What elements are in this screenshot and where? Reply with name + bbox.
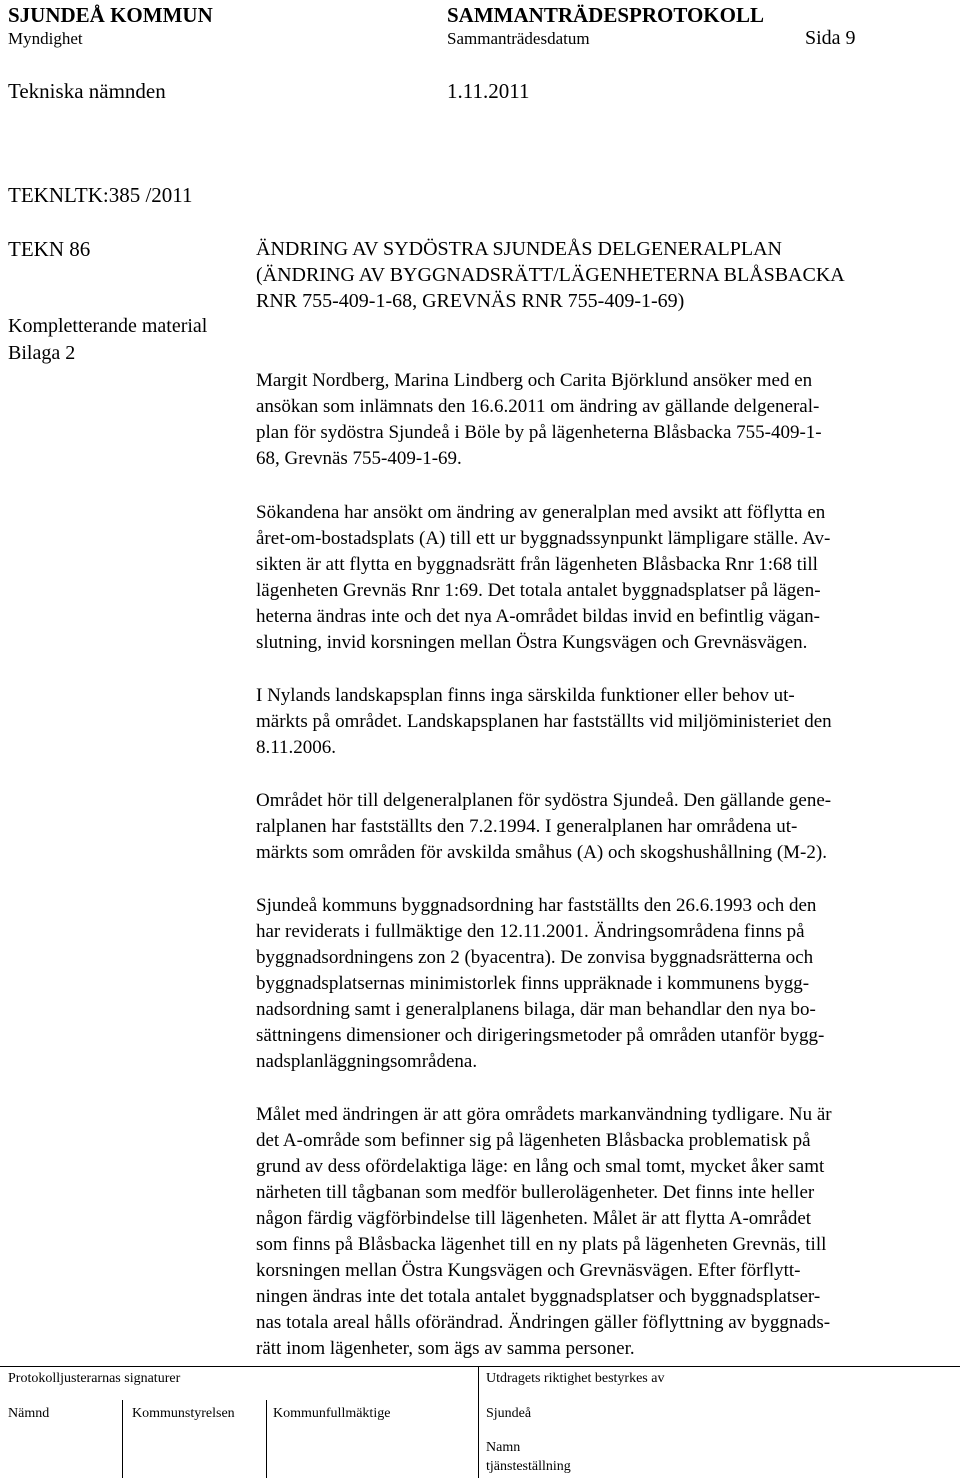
text-line: Margit Nordberg, Marina Lindberg och Carita Björklund ansöker med en bbox=[256, 370, 813, 391]
position-label: tjänsteställning bbox=[486, 1459, 571, 1474]
text-line: korsningen mellan Östra Kungsvägen och Grevnäsvägen. Efter förflytt- bbox=[256, 1260, 801, 1281]
text-line: lägenheten Grevnäs Rnr 1:69. Det totala antalet byggnadsplatser på lägen- bbox=[256, 580, 821, 601]
text-line: slutning, invid korsningen mellan Östra Kungsvägen och Grevnäsvägen. bbox=[256, 632, 808, 653]
paragraph-building-ordinance bbox=[256, 893, 944, 1075]
text-line: nadsplanläggningsområdena. bbox=[256, 1051, 478, 1072]
paragraph-application bbox=[256, 368, 944, 472]
text-line: I Nylands landskapsplan finns inga särskilda funktioner eller behov ut- bbox=[256, 685, 795, 706]
text-line: 8.11.2006. bbox=[256, 737, 337, 758]
signatures-label: Protokolljusterarnas signaturer bbox=[8, 1371, 181, 1386]
text-line: märkts som områden för avskilda småhus (A) och skogshushållning (M-2). bbox=[256, 842, 827, 863]
text-line: byggnadsplatsernas minimistorlek finns uppräknade i kommunens bygg- bbox=[256, 973, 810, 994]
case-reference: TEKNLTK:385 /2011 bbox=[8, 183, 193, 207]
committee-column: Nämnd bbox=[8, 1406, 50, 1421]
text-line: närheten till tågbanan som medför bullerolägenheter. Det finns inte heller bbox=[256, 1182, 815, 1203]
name-label: Namn bbox=[486, 1440, 521, 1455]
certification-label: Utdragets riktighet bestyrkes av bbox=[486, 1371, 665, 1386]
meeting-date: 1.11.2011 bbox=[447, 79, 530, 103]
paragraph-regional-plan bbox=[256, 683, 944, 761]
text-line: Målet med ändringen är att göra områdets markanvändning tydligare. Nu är bbox=[256, 1104, 832, 1125]
text-line: nas totala areal hålls oförändrad. Ändringen gäller föflyttning av byggnads- bbox=[256, 1312, 831, 1333]
paragraph-purpose bbox=[256, 500, 944, 656]
supplement-note: Kompletterande material bbox=[8, 315, 208, 337]
text-line: sikten är att flytta en byggnadsrätt från lägenheten Blåsbacka Rnr 1:68 till bbox=[256, 554, 818, 575]
text-line: sättningens dimensioner och dirigeringsmetoder på områden utanför bygg- bbox=[256, 1025, 825, 1046]
text-line: ansökan som inlämnats den 16.6.2011 om ändring av gällande delgeneral- bbox=[256, 396, 820, 417]
text-line: heterna ändras inte och det nya A-området bildas invid en befintlig vägan- bbox=[256, 606, 821, 627]
text-line: märkts på området. Landskapsplanen har fastställts vid miljöministeriet den bbox=[256, 711, 832, 732]
attachment-note: Bilaga 2 bbox=[8, 342, 76, 364]
authority-name: Tekniska nämnden bbox=[8, 79, 166, 103]
text-line: plan för sydöstra Sjundeå i Böle by på lägenheterna Blåsbacka 755-409-1- bbox=[256, 422, 822, 443]
text-line: rätt inom lägenheter, som ägs av samma personer. bbox=[256, 1338, 635, 1359]
text-line: Sökandena har ansökt om ändring av generalplan med avsikt att föflytta en bbox=[256, 502, 826, 523]
text-line: ningen ändras inte det totala antalet byggnadsplatser och byggnadsplatser- bbox=[256, 1286, 821, 1307]
text-line: som finns på Blåsbacka lägenhet till en ny plats på lägenheten Grevnäs, till bbox=[256, 1234, 827, 1255]
text-line: nadsordning samt i generalplanens bilaga, där man behandlar den nya bo- bbox=[256, 999, 816, 1020]
text-line: har reviderats i fullmäktige den 12.11.2001. Ändringsområdena finns på bbox=[256, 921, 805, 942]
footer-divider bbox=[122, 1400, 123, 1478]
text-line: byggnadsordningens zon 2 (byacentra). De zonvisa byggnadsrätterna och bbox=[256, 947, 814, 968]
text-line: ralplanen har fastställts den 7.2.1994. I generalplanen har områdena ut- bbox=[256, 816, 798, 837]
text-line: Området hör till delgeneralplanen för sydöstra Sjundeå. Den gällande gene- bbox=[256, 790, 832, 811]
council-column: Kommunfullmäktige bbox=[273, 1406, 391, 1421]
paragraph-goal bbox=[256, 1102, 944, 1362]
board-column: Kommunstyrelsen bbox=[132, 1406, 235, 1421]
title-line: ÄNDRING AV SYDÖSTRA SJUNDEÅS DELGENERALPLAN bbox=[256, 238, 782, 260]
municipality-name: SJUNDEÅ KOMMUN bbox=[8, 3, 213, 27]
text-line: 68, Grevnäs 755-409-1-69. bbox=[256, 448, 462, 469]
text-line: Sjundeå kommuns byggnadsordning har fastställts den 26.6.1993 och den bbox=[256, 895, 817, 916]
authority-label: Myndighet bbox=[8, 29, 83, 48]
footer-divider bbox=[266, 1400, 267, 1478]
text-line: grund av dess ofördelaktiga läge: en lång och smal tomt, mycket åker samt bbox=[256, 1156, 825, 1177]
meeting-date-label: Sammanträdesdatum bbox=[447, 29, 590, 48]
certification-place: Sjundeå bbox=[486, 1406, 532, 1421]
footer-top-rule bbox=[0, 1366, 960, 1367]
case-title bbox=[256, 236, 845, 314]
title-line: RNR 755-409-1-68, GREVNÄS RNR 755-409-1-69) bbox=[256, 290, 685, 312]
page-number: Sida 9 bbox=[805, 27, 856, 49]
text-line: det A-område som befinner sig på lägenheten Blåsbacka problematisk på bbox=[256, 1130, 811, 1151]
section-number: TEKN 86 bbox=[8, 237, 91, 261]
text-line: någon färdig vägförbindelse till lägenheten. Målet är att flytta A-området bbox=[256, 1208, 812, 1229]
title-line: (ÄNDRING AV BYGGNADSRÄTT/LÄGENHETERNA BLÅSBACKA bbox=[256, 264, 845, 286]
text-line: året-om-bostadsplats (A) till ett ur byggnadssynpunkt lämpligare ställe. Av- bbox=[256, 528, 831, 549]
footer-divider bbox=[478, 1366, 479, 1478]
document-type: SAMMANTRÄDESPROTOKOLL bbox=[447, 3, 764, 27]
paragraph-general-plan bbox=[256, 788, 944, 866]
